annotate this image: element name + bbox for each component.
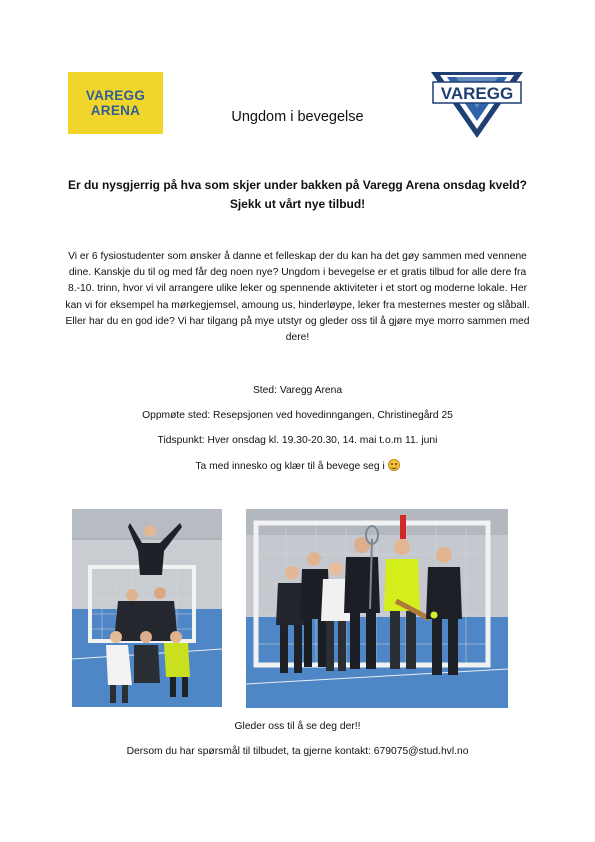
contact-line: Dersom du har spørsmål til tilbudet, ta gjerne kontakt: 679075@stud.hvl.no [126,746,469,757]
info-bring-line [60,459,535,472]
page-title: Ungdom i bevegelse [231,109,364,125]
varegg-shield-logo [431,72,523,138]
info-bring: Ta med innesko og klær til å bevege seg i [195,461,385,472]
photo-group-students [246,509,508,708]
info-place: Sted: Varegg Arena [252,385,343,396]
headline: Er du nysgjerrig på hva som skjer under bakken på Varegg Arena onsdag kveld? Sjekk ut vårt nye tilbud! [67,178,528,211]
intro-paragraph: Vi er 6 fysiostudenter som ønsker å danne et felleskap der du kan ha det gøy sammen med vennene dine. Kanskje du til og med får deg noen nye? Ungdom i bevegelse er et gratis tilbud for alle dere fra 8.-10. trinn, hvor vi vil arrangere ulike leker og spennende aktiviteter i et stort og moderne lokale. Her kan vi for eksempel ha mørkegjemsel, amoung us, hinderløype, leker fra mesternes mester og slåball. Eller har du en god ide? Vi har tilgang på mye utstyr og gleder oss til å gjøre mye morro sammen med dere! [65,251,530,344]
closing-greeting: Gleder oss til å se deg der!! [234,721,361,732]
info-meeting-point: Oppmøte sted: Resepsjonen ved hovedinngangen, Christinegård 25 [142,410,453,421]
photo-human-pyramid [72,509,222,707]
logo-right-text: VAREGG [440,84,514,103]
logo-left-line2: ARENA [90,103,141,118]
smiling-face-icon [388,459,400,471]
logo-left-line1: VAREGG [85,88,146,103]
varegg-arena-logo [68,72,163,134]
info-time: Tidspunkt: Hver onsdag kl. 19.30-20.30, 14. mai t.o.m 11. juni [157,435,438,446]
